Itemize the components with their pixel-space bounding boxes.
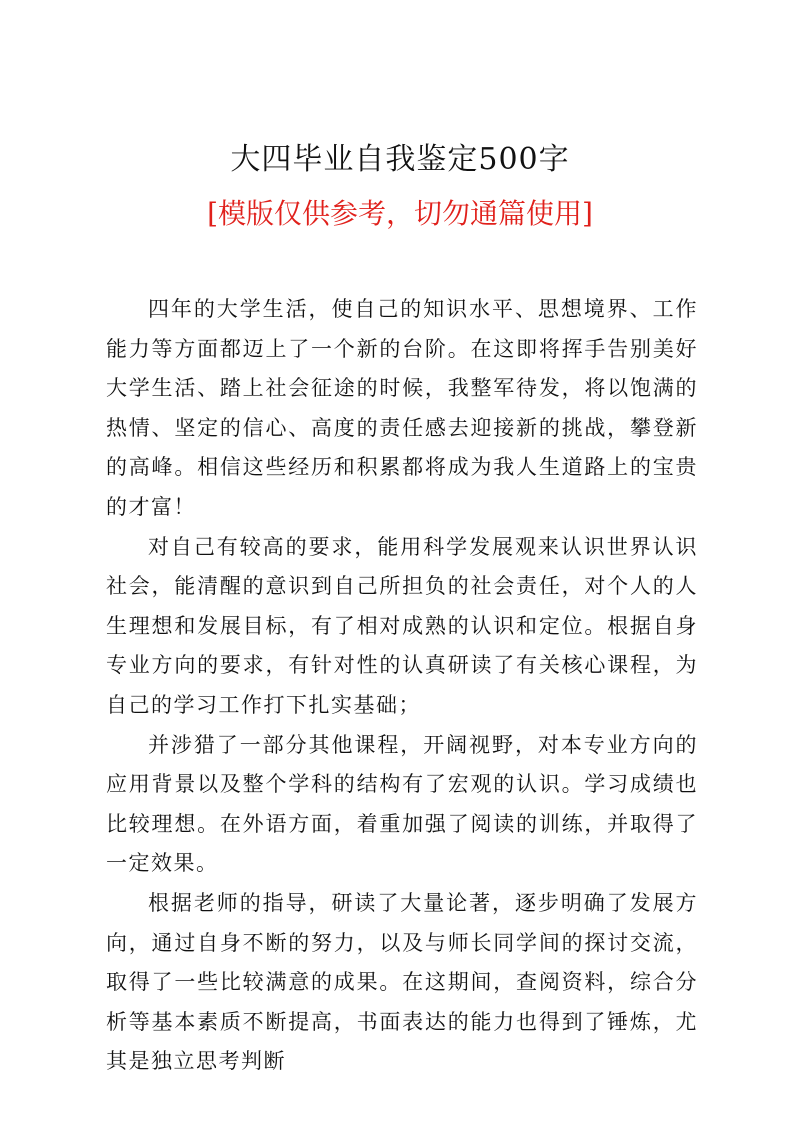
template-notice: [模版仅供参考，切勿通篇使用] [207, 197, 593, 230]
document-title: 大四毕业自我鉴定500字 [230, 142, 570, 177]
paragraph: 根据老师的指导，研读了大量论著，逐步明确了发展方向，通过自身不断的努力，以及与师长同学间的探讨交流，取得了一些比较满意的成果。在这期间，查阅资料，综合分析等基本素质不断提高，书面表达的能力也得到了锤炼，尤其是独立思考判断 [106, 890, 698, 1074]
paragraph: 对自己有较高的要求，能用科学发展观来认识世界认识社会，能清醒的意识到自己所担负的社会责任，对个人的人生理想和发展目标，有了相对成熟的认识和定位。根据自身专业方向的要求，有针对性的认真研读了有关核心课程，为自己的学习工作打下扎实基础； [106, 534, 698, 717]
document-body [106, 290, 698, 1082]
paragraph: 并涉猎了一部分其他课程，开阔视野，对本专业方向的应用背景以及整个学科的结构有了宏观的认识。学习成绩也比较理想。在外语方面，着重加强了阅读的训练，并取得了一定效果。 [106, 732, 698, 876]
paragraph: 四年的大学生活，使自己的知识水平、思想境界、工作能力等方面都迈上了一个新的台阶。在这即将挥手告别美好大学生活、踏上社会征途的时候，我整军待发，将以饱满的热情、坚定的信心、高度的责任感去迎接新的挑战，攀登新的高峰。相信这些经历和积累都将成为我人生道路上的宝贵的才富！ [106, 297, 698, 519]
